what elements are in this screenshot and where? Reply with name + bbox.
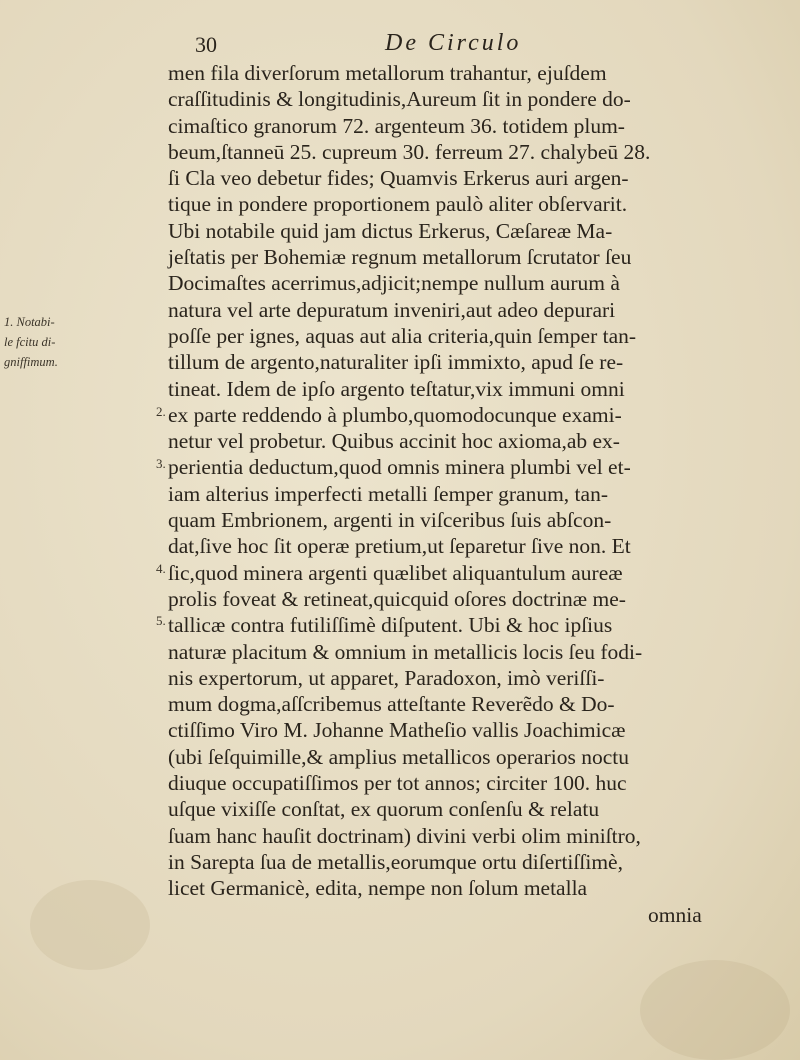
text-line: iam alterius imperfecti metalli ſemper granum, tan-: [168, 481, 608, 506]
text-line: jeſtatis per Bohemiæ regnum metallorum ſcrutator ſeu: [168, 245, 632, 270]
margin-note-line: 1. Notabi-: [4, 315, 55, 329]
text-line: natura vel arte depuratum inveniri,aut adeo depurari: [168, 297, 616, 322]
text-line: men fila diverſorum metallorum trahantur, ejuſdem: [168, 61, 607, 85]
margin-number: 2.: [156, 404, 166, 419]
text-line: uſque vixiſſe conſtat, ex quorum conſenſu & relatu: [168, 797, 600, 822]
margin-number: 5.: [156, 613, 166, 628]
text-line: Docimaſtes acerrimus,adjicit;nempe nullum aurum à: [168, 271, 620, 296]
body-text: [168, 60, 764, 928]
text-line: cimaſtico granorum 72. argenteum 36. totidem plum-: [168, 113, 625, 138]
text-line: ſic,quod minera argenti quælibet aliquantulum aureæ: [168, 560, 623, 585]
text-line: in Sarepta ſua de metallis,eorumque ortu diſertiſſimè,: [168, 849, 623, 874]
text-line: mum dogma,aſſcribemus atteſtante Reverẽdo & Do-: [168, 692, 615, 717]
text-line: poſſe per ignes, aquas aut alia criteria,quin ſemper tan-: [168, 323, 637, 348]
text-line: nis expertorum, ut apparet, Paradoxon, imò veriſſi-: [168, 665, 605, 690]
page-number: 30: [195, 32, 217, 57]
text-line: naturæ placitum & omnium in metallicis locis ſeu fodi-: [168, 639, 643, 664]
margin-number: 4.: [156, 561, 166, 576]
paper-stain: [640, 960, 790, 1060]
text-line: ſuam hanc hauſit doctrinam) divini verbi olim miniſtro,: [168, 823, 641, 848]
running-title: De Circulo: [385, 30, 522, 56]
text-line: diuque occupatiſſimos per tot annos; circiter 100. huc: [168, 771, 627, 796]
text-line: craſſitudinis & longitudinis,Aureum ſit in pondere do-: [168, 87, 631, 112]
text-line: perientia deductum,quod omnis minera plumbi vel et-: [168, 455, 631, 480]
margin-number: 3.: [156, 456, 166, 471]
text-line: tillum de argento,naturaliter ipſi immixto, apud ſe re-: [168, 350, 624, 375]
catchword: omnia: [648, 902, 702, 927]
text-line: dat,ſive hoc ſit operæ pretium,ut ſeparetur ſive non. Et: [168, 534, 631, 559]
page-header: [195, 28, 755, 60]
margin-note-line: gniffimum.: [4, 355, 58, 369]
text-line: tallicæ contra futiliſſimè diſputent. Ubi & hoc ipſius: [168, 613, 613, 638]
text-line: quam Embrionem, argenti in viſceribus ſuis abſcon-: [168, 508, 612, 533]
text-line: tique in pondere proportionem paulò aliter obſervarit.: [168, 192, 628, 217]
text-line: Ubi notabile quid jam dictus Erkerus, Cæſareæ Ma-: [168, 218, 613, 243]
text-line: ctiſſimo Viro M. Johanne Matheſio vallis Joachimicæ: [168, 718, 626, 743]
text-line: netur vel probetur. Quibus accinit hoc axioma,ab ex-: [168, 429, 620, 454]
margin-note: [4, 312, 96, 372]
margin-note-line: le fcitu di-: [4, 335, 56, 349]
text-line: ſi Cla veo debetur fides; Quamvis Erkerus auri argen-: [168, 166, 629, 191]
text-line: beum,ſtanneū 25. cupreum 30. ferreum 27. chalybeū 28.: [168, 139, 651, 164]
text-line: prolis foveat & retineat,quicquid oſores doctrinæ me-: [168, 586, 626, 611]
text-line: (ubi ſeſquimille,& amplius metallicos operarios noctu: [168, 744, 629, 769]
text-line: ex parte reddendo à plumbo,quomodocunque exami-: [168, 402, 622, 427]
text-line: tineat. Idem de ipſo argento teſtatur,vix immuni omni: [168, 376, 625, 401]
paper-stain: [30, 880, 150, 970]
text-line: licet Germanicè, edita, nempe non ſolum metalla: [168, 876, 588, 901]
